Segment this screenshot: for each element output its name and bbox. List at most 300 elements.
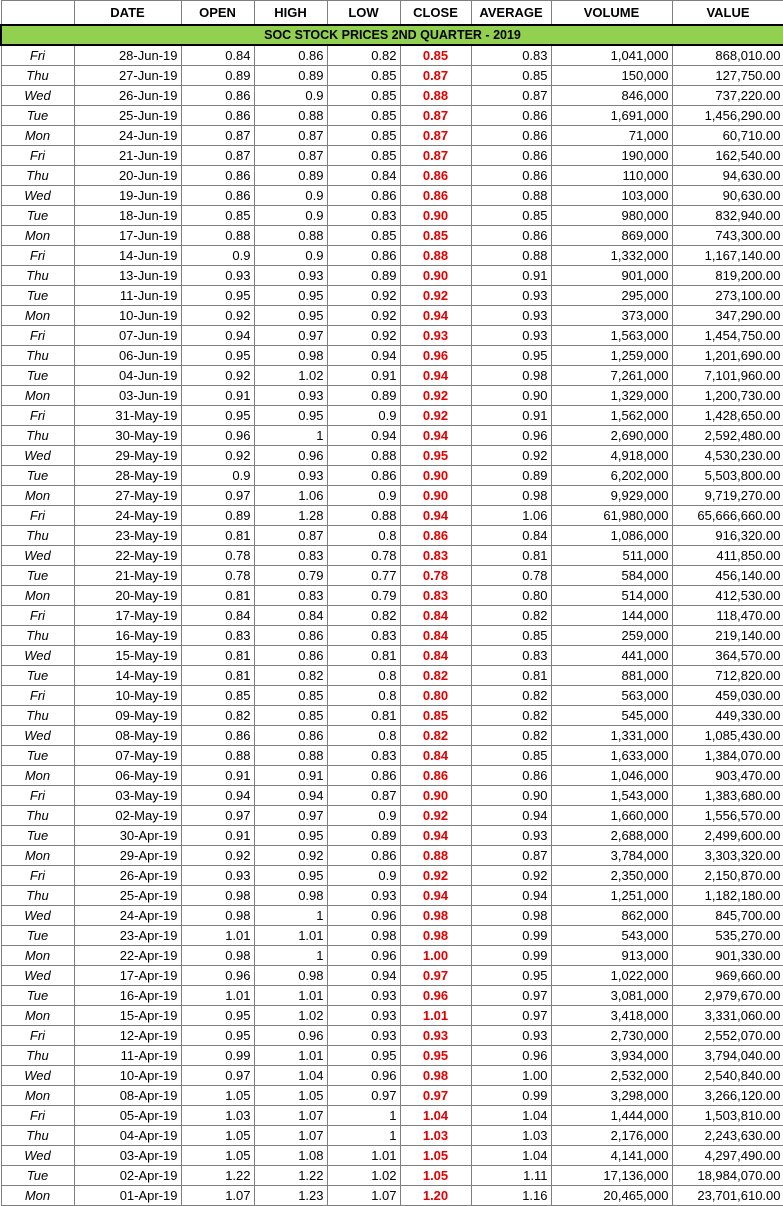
cell-volume: 61,980,000 [551,506,672,526]
cell-open: 1.05 [181,1146,254,1166]
cell-date: 29-May-19 [74,446,181,466]
table-row [1,306,783,326]
cell-average: 0.97 [471,986,551,1006]
table-row [1,506,783,526]
cell-date: 23-May-19 [74,526,181,546]
cell-average: 0.91 [471,266,551,286]
cell-low: 0.93 [327,1026,400,1046]
cell-value: 832,940.00 [672,206,783,226]
cell-day: Mon [1,586,74,606]
cell-volume: 1,022,000 [551,966,672,986]
cell-date: 05-Apr-19 [74,1106,181,1126]
cell-day: Mon [1,306,74,326]
cell-open: 0.9 [181,246,254,266]
cell-average: 0.92 [471,446,551,466]
cell-day: Mon [1,386,74,406]
table-row [1,166,783,186]
cell-value: 2,243,630.00 [672,1126,783,1146]
cell-day: Thu [1,346,74,366]
cell-value: 819,200.00 [672,266,783,286]
cell-close: 0.86 [400,526,471,546]
cell-date: 03-Apr-19 [74,1146,181,1166]
cell-high: 0.83 [254,546,327,566]
cell-open: 0.98 [181,906,254,926]
cell-open: 0.86 [181,106,254,126]
cell-average: 1.06 [471,506,551,526]
cell-day: Thu [1,426,74,446]
table-row [1,866,783,886]
cell-low: 0.8 [327,526,400,546]
cell-volume: 3,081,000 [551,986,672,1006]
cell-date: 04-Jun-19 [74,366,181,386]
cell-value: 449,330.00 [672,706,783,726]
cell-high: 0.87 [254,526,327,546]
cell-volume: 259,000 [551,626,672,646]
table-row [1,386,783,406]
cell-volume: 1,563,000 [551,326,672,346]
cell-open: 1.03 [181,1106,254,1126]
cell-low: 0.96 [327,906,400,926]
cell-date: 14-Jun-19 [74,246,181,266]
cell-average: 0.90 [471,386,551,406]
cell-volume: 103,000 [551,186,672,206]
cell-date: 30-May-19 [74,426,181,446]
cell-day: Mon [1,126,74,146]
cell-value: 868,010.00 [672,45,783,66]
cell-average: 0.87 [471,86,551,106]
cell-day: Tue [1,826,74,846]
cell-low: 0.77 [327,566,400,586]
table-row [1,646,783,666]
cell-average: 0.82 [471,606,551,626]
cell-high: 0.9 [254,206,327,226]
table-row [1,926,783,946]
cell-open: 0.97 [181,486,254,506]
table-row [1,726,783,746]
cell-day: Thu [1,166,74,186]
cell-high: 0.92 [254,846,327,866]
cell-open: 1.01 [181,986,254,1006]
cell-close: 0.95 [400,1046,471,1066]
table-row [1,586,783,606]
cell-date: 18-Jun-19 [74,206,181,226]
cell-day: Wed [1,726,74,746]
cell-open: 0.87 [181,126,254,146]
cell-close: 0.97 [400,966,471,986]
cell-open: 0.88 [181,746,254,766]
cell-open: 0.93 [181,866,254,886]
cell-high: 0.96 [254,1026,327,1046]
cell-value: 2,979,670.00 [672,986,783,1006]
cell-low: 0.93 [327,1006,400,1026]
cell-low: 0.89 [327,386,400,406]
cell-value: 90,630.00 [672,186,783,206]
cell-average: 0.86 [471,146,551,166]
cell-high: 0.87 [254,146,327,166]
cell-volume: 1,331,000 [551,726,672,746]
cell-average: 1.11 [471,1166,551,1186]
cell-low: 0.92 [327,286,400,306]
cell-open: 0.95 [181,346,254,366]
cell-open: 0.97 [181,806,254,826]
cell-average: 0.96 [471,1046,551,1066]
cell-day: Thu [1,1046,74,1066]
cell-volume: 913,000 [551,946,672,966]
cell-close: 0.92 [400,406,471,426]
cell-close: 1.01 [400,1006,471,1026]
table-row [1,286,783,306]
cell-day: Fri [1,686,74,706]
cell-high: 0.93 [254,386,327,406]
cell-date: 12-Apr-19 [74,1026,181,1046]
cell-value: 2,150,870.00 [672,866,783,886]
cell-date: 15-May-19 [74,646,181,666]
cell-low: 0.9 [327,866,400,886]
cell-date: 21-Jun-19 [74,146,181,166]
cell-value: 903,470.00 [672,766,783,786]
cell-average: 0.99 [471,926,551,946]
cell-value: 1,454,750.00 [672,326,783,346]
cell-date: 29-Apr-19 [74,846,181,866]
cell-value: 18,984,070.00 [672,1166,783,1186]
cell-high: 1.06 [254,486,327,506]
cell-day: Fri [1,45,74,66]
cell-close: 0.96 [400,346,471,366]
cell-date: 24-Apr-19 [74,906,181,926]
cell-high: 1.01 [254,986,327,1006]
table-row [1,246,783,266]
cell-close: 0.85 [400,706,471,726]
cell-open: 0.92 [181,846,254,866]
cell-average: 1.04 [471,1146,551,1166]
cell-high: 1.02 [254,366,327,386]
cell-high: 0.98 [254,346,327,366]
table-row [1,446,783,466]
cell-close: 0.93 [400,326,471,346]
cell-average: 0.83 [471,45,551,66]
table-row [1,45,783,66]
cell-date: 08-Apr-19 [74,1086,181,1106]
cell-volume: 1,332,000 [551,246,672,266]
cell-high: 0.86 [254,45,327,66]
cell-close: 0.96 [400,986,471,1006]
cell-volume: 3,418,000 [551,1006,672,1026]
cell-day: Mon [1,486,74,506]
cell-average: 0.88 [471,246,551,266]
cell-open: 1.01 [181,926,254,946]
cell-average: 0.86 [471,106,551,126]
cell-date: 19-Jun-19 [74,186,181,206]
cell-open: 1.07 [181,1186,254,1206]
cell-average: 0.95 [471,346,551,366]
cell-low: 0.85 [327,106,400,126]
cell-close: 0.97 [400,1086,471,1106]
cell-high: 1.22 [254,1166,327,1186]
table-row [1,466,783,486]
header-day [1,1,74,26]
table-row [1,1006,783,1026]
cell-date: 21-May-19 [74,566,181,586]
cell-high: 1 [254,906,327,926]
table-row [1,1046,783,1066]
cell-low: 0.83 [327,746,400,766]
cell-average: 0.97 [471,1006,551,1026]
cell-volume: 110,000 [551,166,672,186]
cell-low: 0.93 [327,886,400,906]
cell-average: 0.98 [471,906,551,926]
cell-value: 1,456,290.00 [672,106,783,126]
cell-average: 0.85 [471,746,551,766]
cell-date: 14-May-19 [74,666,181,686]
table-row [1,526,783,546]
cell-day: Tue [1,286,74,306]
table-row [1,786,783,806]
cell-value: 1,182,180.00 [672,886,783,906]
cell-average: 0.99 [471,1086,551,1106]
cell-low: 0.81 [327,706,400,726]
cell-date: 03-Jun-19 [74,386,181,406]
cell-value: 412,530.00 [672,586,783,606]
cell-average: 0.95 [471,966,551,986]
cell-average: 0.88 [471,186,551,206]
cell-close: 0.83 [400,546,471,566]
cell-date: 25-Apr-19 [74,886,181,906]
cell-high: 0.95 [254,406,327,426]
table-row [1,1186,783,1206]
table-row [1,146,783,166]
cell-close: 0.85 [400,226,471,246]
cell-volume: 2,176,000 [551,1126,672,1146]
cell-close: 0.94 [400,886,471,906]
cell-close: 0.90 [400,486,471,506]
cell-volume: 1,562,000 [551,406,672,426]
cell-day: Tue [1,986,74,1006]
cell-volume: 1,251,000 [551,886,672,906]
table-row [1,846,783,866]
cell-average: 0.83 [471,646,551,666]
cell-day: Fri [1,1106,74,1126]
cell-low: 0.8 [327,686,400,706]
cell-day: Tue [1,106,74,126]
cell-average: 0.90 [471,786,551,806]
cell-volume: 190,000 [551,146,672,166]
table-row [1,346,783,366]
cell-day: Thu [1,806,74,826]
cell-high: 0.85 [254,706,327,726]
cell-average: 0.84 [471,526,551,546]
cell-low: 0.82 [327,45,400,66]
table-row [1,126,783,146]
cell-close: 0.93 [400,1026,471,1046]
cell-open: 0.86 [181,186,254,206]
cell-day: Wed [1,546,74,566]
cell-value: 969,660.00 [672,966,783,986]
cell-volume: 2,730,000 [551,1026,672,1046]
cell-low: 1.01 [327,1146,400,1166]
cell-average: 0.96 [471,426,551,446]
cell-close: 0.85 [400,45,471,66]
table-row [1,566,783,586]
cell-day: Mon [1,1086,74,1106]
cell-close: 0.92 [400,286,471,306]
cell-average: 0.86 [471,766,551,786]
cell-day: Mon [1,226,74,246]
cell-average: 0.98 [471,486,551,506]
cell-volume: 3,784,000 [551,846,672,866]
cell-volume: 1,046,000 [551,766,672,786]
cell-day: Wed [1,1146,74,1166]
cell-close: 1.05 [400,1166,471,1186]
cell-day: Thu [1,526,74,546]
cell-date: 22-May-19 [74,546,181,566]
table-row [1,1166,783,1186]
cell-average: 0.89 [471,466,551,486]
cell-date: 26-Jun-19 [74,86,181,106]
cell-date: 17-May-19 [74,606,181,626]
cell-date: 07-May-19 [74,746,181,766]
cell-value: 1,201,690.00 [672,346,783,366]
cell-open: 0.87 [181,146,254,166]
table-row [1,426,783,446]
cell-day: Mon [1,766,74,786]
cell-day: Fri [1,866,74,886]
cell-open: 0.9 [181,466,254,486]
cell-volume: 545,000 [551,706,672,726]
cell-value: 127,750.00 [672,66,783,86]
cell-open: 0.92 [181,446,254,466]
cell-date: 27-May-19 [74,486,181,506]
cell-day: Mon [1,946,74,966]
cell-close: 0.86 [400,166,471,186]
header-close: CLOSE [400,1,471,26]
cell-day: Fri [1,406,74,426]
cell-value: 456,140.00 [672,566,783,586]
cell-high: 0.89 [254,66,327,86]
cell-date: 17-Apr-19 [74,966,181,986]
cell-value: 459,030.00 [672,686,783,706]
table-row [1,906,783,926]
table-title: SOC STOCK PRICES 2ND QUARTER - 2019 [1,25,783,45]
cell-open: 0.91 [181,766,254,786]
cell-open: 0.98 [181,946,254,966]
cell-low: 0.97 [327,1086,400,1106]
cell-open: 0.92 [181,366,254,386]
cell-volume: 2,532,000 [551,1066,672,1086]
cell-date: 27-Jun-19 [74,66,181,86]
table-row [1,826,783,846]
cell-close: 0.90 [400,266,471,286]
cell-open: 0.91 [181,826,254,846]
table-row [1,546,783,566]
cell-low: 0.87 [327,786,400,806]
cell-high: 0.82 [254,666,327,686]
cell-average: 0.85 [471,206,551,226]
cell-close: 0.98 [400,926,471,946]
cell-day: Thu [1,1126,74,1146]
cell-high: 1.08 [254,1146,327,1166]
cell-date: 20-Jun-19 [74,166,181,186]
table-row [1,106,783,126]
cell-high: 0.84 [254,606,327,626]
cell-value: 712,820.00 [672,666,783,686]
cell-volume: 9,929,000 [551,486,672,506]
header-open: OPEN [181,1,254,26]
cell-close: 0.82 [400,666,471,686]
cell-close: 1.04 [400,1106,471,1126]
cell-high: 1.01 [254,926,327,946]
cell-close: 1.05 [400,1146,471,1166]
cell-value: 737,220.00 [672,86,783,106]
cell-date: 02-Apr-19 [74,1166,181,1186]
cell-value: 1,085,430.00 [672,726,783,746]
cell-day: Mon [1,1006,74,1026]
cell-high: 0.9 [254,186,327,206]
table-row [1,66,783,86]
cell-day: Tue [1,666,74,686]
cell-low: 0.85 [327,226,400,246]
cell-close: 0.86 [400,186,471,206]
cell-close: 0.84 [400,646,471,666]
cell-low: 0.85 [327,66,400,86]
cell-volume: 881,000 [551,666,672,686]
cell-value: 1,428,650.00 [672,406,783,426]
cell-close: 0.90 [400,466,471,486]
cell-average: 0.82 [471,726,551,746]
cell-close: 0.87 [400,106,471,126]
cell-date: 06-May-19 [74,766,181,786]
cell-high: 1.07 [254,1106,327,1126]
cell-value: 4,297,490.00 [672,1146,783,1166]
table-row [1,966,783,986]
cell-date: 22-Apr-19 [74,946,181,966]
cell-low: 0.78 [327,546,400,566]
cell-low: 0.86 [327,846,400,866]
cell-average: 0.78 [471,566,551,586]
cell-average: 0.86 [471,166,551,186]
cell-high: 0.9 [254,86,327,106]
cell-volume: 150,000 [551,66,672,86]
cell-open: 0.94 [181,326,254,346]
header-volume: VOLUME [551,1,672,26]
cell-close: 0.90 [400,786,471,806]
cell-day: Tue [1,746,74,766]
cell-low: 1.02 [327,1166,400,1186]
cell-low: 0.81 [327,646,400,666]
cell-day: Wed [1,906,74,926]
cell-day: Wed [1,86,74,106]
cell-date: 24-Jun-19 [74,126,181,146]
cell-high: 0.86 [254,626,327,646]
cell-average: 0.86 [471,226,551,246]
cell-average: 0.81 [471,546,551,566]
cell-volume: 1,259,000 [551,346,672,366]
cell-open: 0.96 [181,966,254,986]
cell-day: Fri [1,326,74,346]
cell-volume: 869,000 [551,226,672,246]
cell-volume: 1,633,000 [551,746,672,766]
cell-close: 0.94 [400,306,471,326]
cell-value: 23,701,610.00 [672,1186,783,1206]
cell-open: 0.88 [181,226,254,246]
cell-volume: 4,918,000 [551,446,672,466]
cell-close: 0.95 [400,446,471,466]
cell-volume: 20,465,000 [551,1186,672,1206]
cell-low: 0.93 [327,986,400,1006]
cell-close: 0.82 [400,726,471,746]
cell-date: 30-Apr-19 [74,826,181,846]
cell-high: 0.98 [254,966,327,986]
cell-open: 0.99 [181,1046,254,1066]
